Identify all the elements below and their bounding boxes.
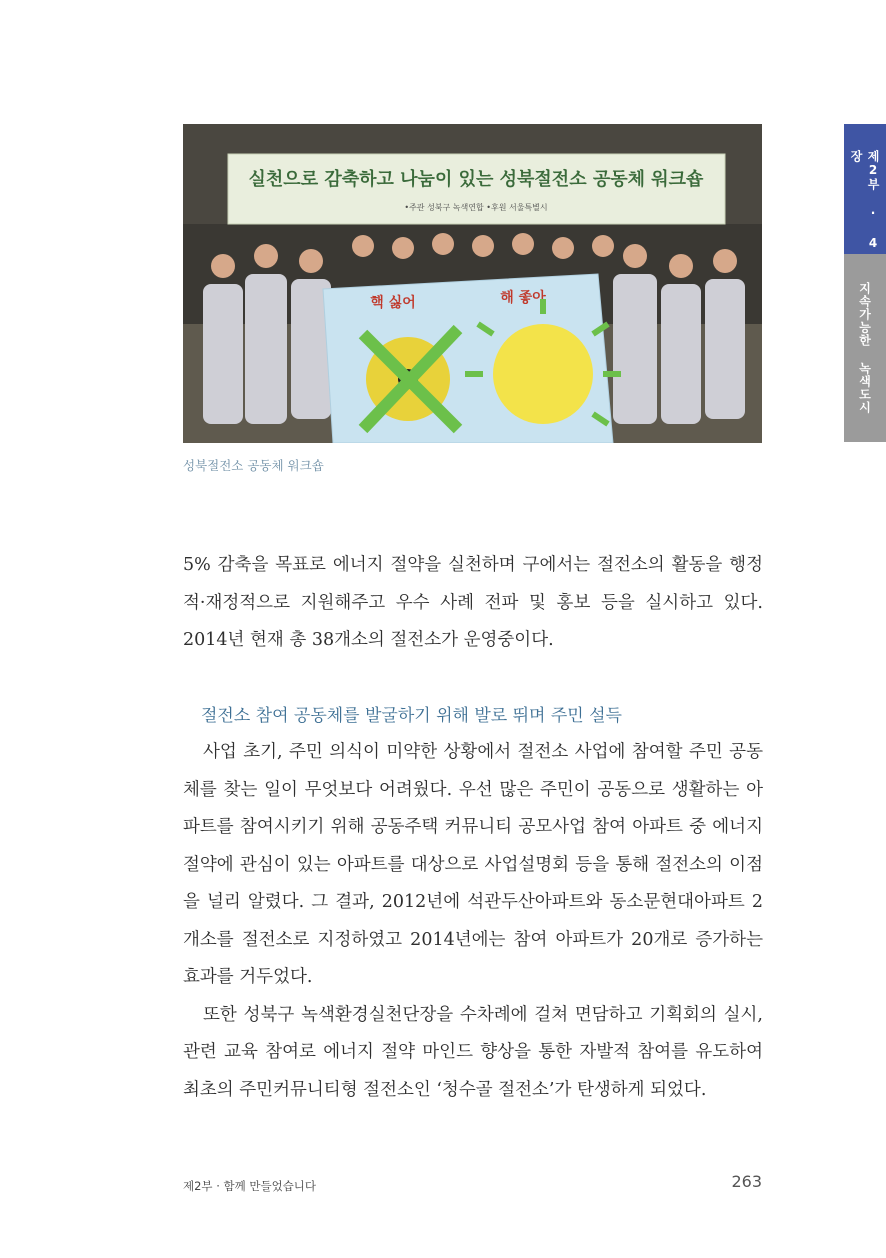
footer-running-title: 제2부 · 함께 만들었습니다 xyxy=(183,1179,317,1193)
page-number: 263 xyxy=(731,1172,762,1191)
body-paragraph-2: 사업 초기, 주민 의식이 미약한 상황에서 절전소 사업에 참여할 주민 공동체를 찾는 일이 무엇보다 어려웠다. 우선 많은 주민이 공동으로 생활하는 아파트를 참여시키기 위해 공동주택 커뮤니티 공모사업 참여 아파트 중 에너지 절약에 관심이 있는 아파트를 대상으로 사업설명회 등을 통해 절전소의 이점을 널리 알렸다. 그 결과, 2012년에 석관두산아파트와 동소문현대아파트 2개소를 절전소로 지정하였고 2014년에는 참여 아파트가 20개로 증가하는 효과를 거두었다. xyxy=(183,742,763,987)
sun-symbol xyxy=(493,324,593,424)
side-tab-section xyxy=(844,124,886,254)
flag-right-text: 해 좋아 xyxy=(500,290,546,306)
banner-subline: •주관 성북구 녹색연합 •후원 서울특별시 xyxy=(404,203,548,212)
body-paragraph-1: 5% 감축을 목표로 에너지 절약을 실천하며 구에서는 절전소의 활동을 행정적·재정적으로 지원해주고 우수 사례 전파 및 홍보 등을 실시하고 있다. 2014년 현재 총 38개소의 절전소가 운영중이다. xyxy=(183,555,763,650)
section-heading: 절전소 참여 공동체를 발굴하기 위해 발로 뛰며 주민 설득 xyxy=(201,706,622,726)
flag-left-text: 핵 싫어 xyxy=(370,295,416,311)
side-tab-chapter xyxy=(844,254,886,442)
side-tab-section-label: 제2부 · 4장 xyxy=(849,150,880,251)
workshop-photo xyxy=(183,124,762,443)
side-tab-chapter-label: 지속가능한 녹색도시 xyxy=(857,282,872,414)
photo-caption: 성북절전소 공동체 워크숍 xyxy=(183,458,324,473)
banner-title: 실천으로 감축하고 나눔이 있는 성북절전소 공동체 워크숍 xyxy=(248,169,704,190)
body-paragraph-3: 또한 성북구 녹색환경실천단장을 수차례에 걸쳐 면담하고 기획회의 실시, 관련 교육 참여로 에너지 절약 마인드 향상을 통한 자발적 참여를 유도하여 최초의 주민커뮤니티형 절전소인 ‘청수골 절전소’가 탄생하게 되었다. xyxy=(183,1004,763,1100)
body-paragraphs xyxy=(183,734,763,1109)
